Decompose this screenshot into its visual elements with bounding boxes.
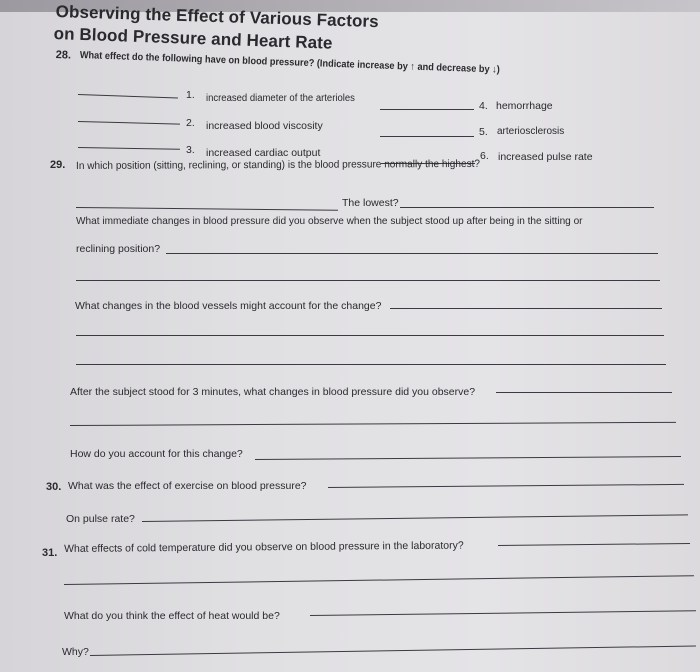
q28-prompt: What effect do the following have on blood pressure? (Indicate increase by ↑ and decrease by ↓)	[79, 50, 500, 76]
q29-lowest-label: The lowest?	[342, 197, 399, 209]
q28-answer-3-line[interactable]	[78, 147, 180, 150]
q29-vessels-question: What changes in the blood vessels might account for the change?	[75, 300, 382, 312]
q28-answer-5-line[interactable]	[380, 136, 474, 137]
q31-answer-line-2[interactable]	[64, 575, 694, 585]
q29-after3-question: After the subject stood for 3 minutes, what changes in blood pressure did you observe?	[70, 386, 476, 398]
q29-immediate-line1: What immediate changes in blood pressure did you observe when the subject stood up after being in the sitting or	[76, 215, 583, 227]
q31-heat-question: What do you think the effect of heat would be?	[64, 610, 280, 622]
q28-item6-text: increased pulse rate	[498, 151, 593, 163]
q29-prompt: In which position (sitting, reclining, or standing) is the blood pressure normally the highest?	[76, 157, 481, 172]
q31-why-answer-line[interactable]	[90, 645, 696, 656]
q28-item1-text: increased diameter of the arterioles	[206, 93, 355, 104]
q29-after3-answer-line[interactable]	[496, 392, 672, 393]
q31-answer-line[interactable]	[498, 543, 690, 546]
q31-heat-answer-line[interactable]	[310, 610, 696, 616]
q30-pulse-question: On pulse rate?	[66, 513, 135, 525]
q30-prompt: What was the effect of exercise on blood pressure?	[68, 480, 307, 492]
worksheet-title-line2: on Blood Pressure and Heart Rate	[53, 24, 333, 53]
q29-immediate-line2: reclining position?	[76, 243, 161, 255]
q28-item6-number: 6.	[480, 150, 489, 162]
q29-after3-answer-line-2[interactable]	[70, 422, 676, 426]
q30-number: 30.	[46, 481, 62, 493]
q31-number: 31.	[42, 547, 58, 559]
q28-item3-number: 3.	[186, 144, 195, 156]
q29-vessels-answer-line-3[interactable]	[76, 364, 666, 365]
q29-highest-line[interactable]	[76, 207, 338, 211]
q28-item4-text: hemorrhage	[496, 100, 553, 112]
q28-item2-text: increased blood viscosity	[206, 120, 323, 132]
q31-prompt: What effects of cold temperature did you observe on blood pressure in the laboratory?	[64, 539, 464, 555]
q29-vessels-answer-line[interactable]	[390, 308, 662, 309]
q28-item5-number: 5.	[479, 126, 488, 138]
q28-answer-4-line[interactable]	[380, 109, 474, 110]
q31-why-question: Why?	[62, 646, 89, 658]
q30-answer-line[interactable]	[328, 484, 684, 488]
worksheet-title-line1: Observing the Effect of Various Factors	[55, 2, 380, 32]
q29-number: 29.	[50, 159, 66, 171]
q29-lowest-line[interactable]	[400, 207, 654, 208]
q29-vessels-answer-line-2[interactable]	[76, 335, 664, 336]
q28-item1-number: 1.	[186, 89, 195, 101]
q30-pulse-answer-line[interactable]	[142, 514, 688, 522]
q29-immediate-answer-line-2[interactable]	[76, 280, 660, 281]
q29-account-question: How do you account for this change?	[70, 448, 243, 460]
q29-immediate-answer-line[interactable]	[166, 253, 658, 254]
q28-answer-2-line[interactable]	[78, 121, 180, 125]
q28-item5-text: arteriosclerosis	[497, 126, 565, 137]
q29-account-answer-line[interactable]	[255, 456, 681, 460]
q28-item3-text: increased cardiac output	[206, 147, 321, 159]
q28-item4-number: 4.	[479, 100, 488, 112]
q28-item2-number: 2.	[186, 117, 195, 129]
q28-answer-1-line[interactable]	[78, 94, 178, 98]
q28-number: 28.	[55, 49, 72, 62]
